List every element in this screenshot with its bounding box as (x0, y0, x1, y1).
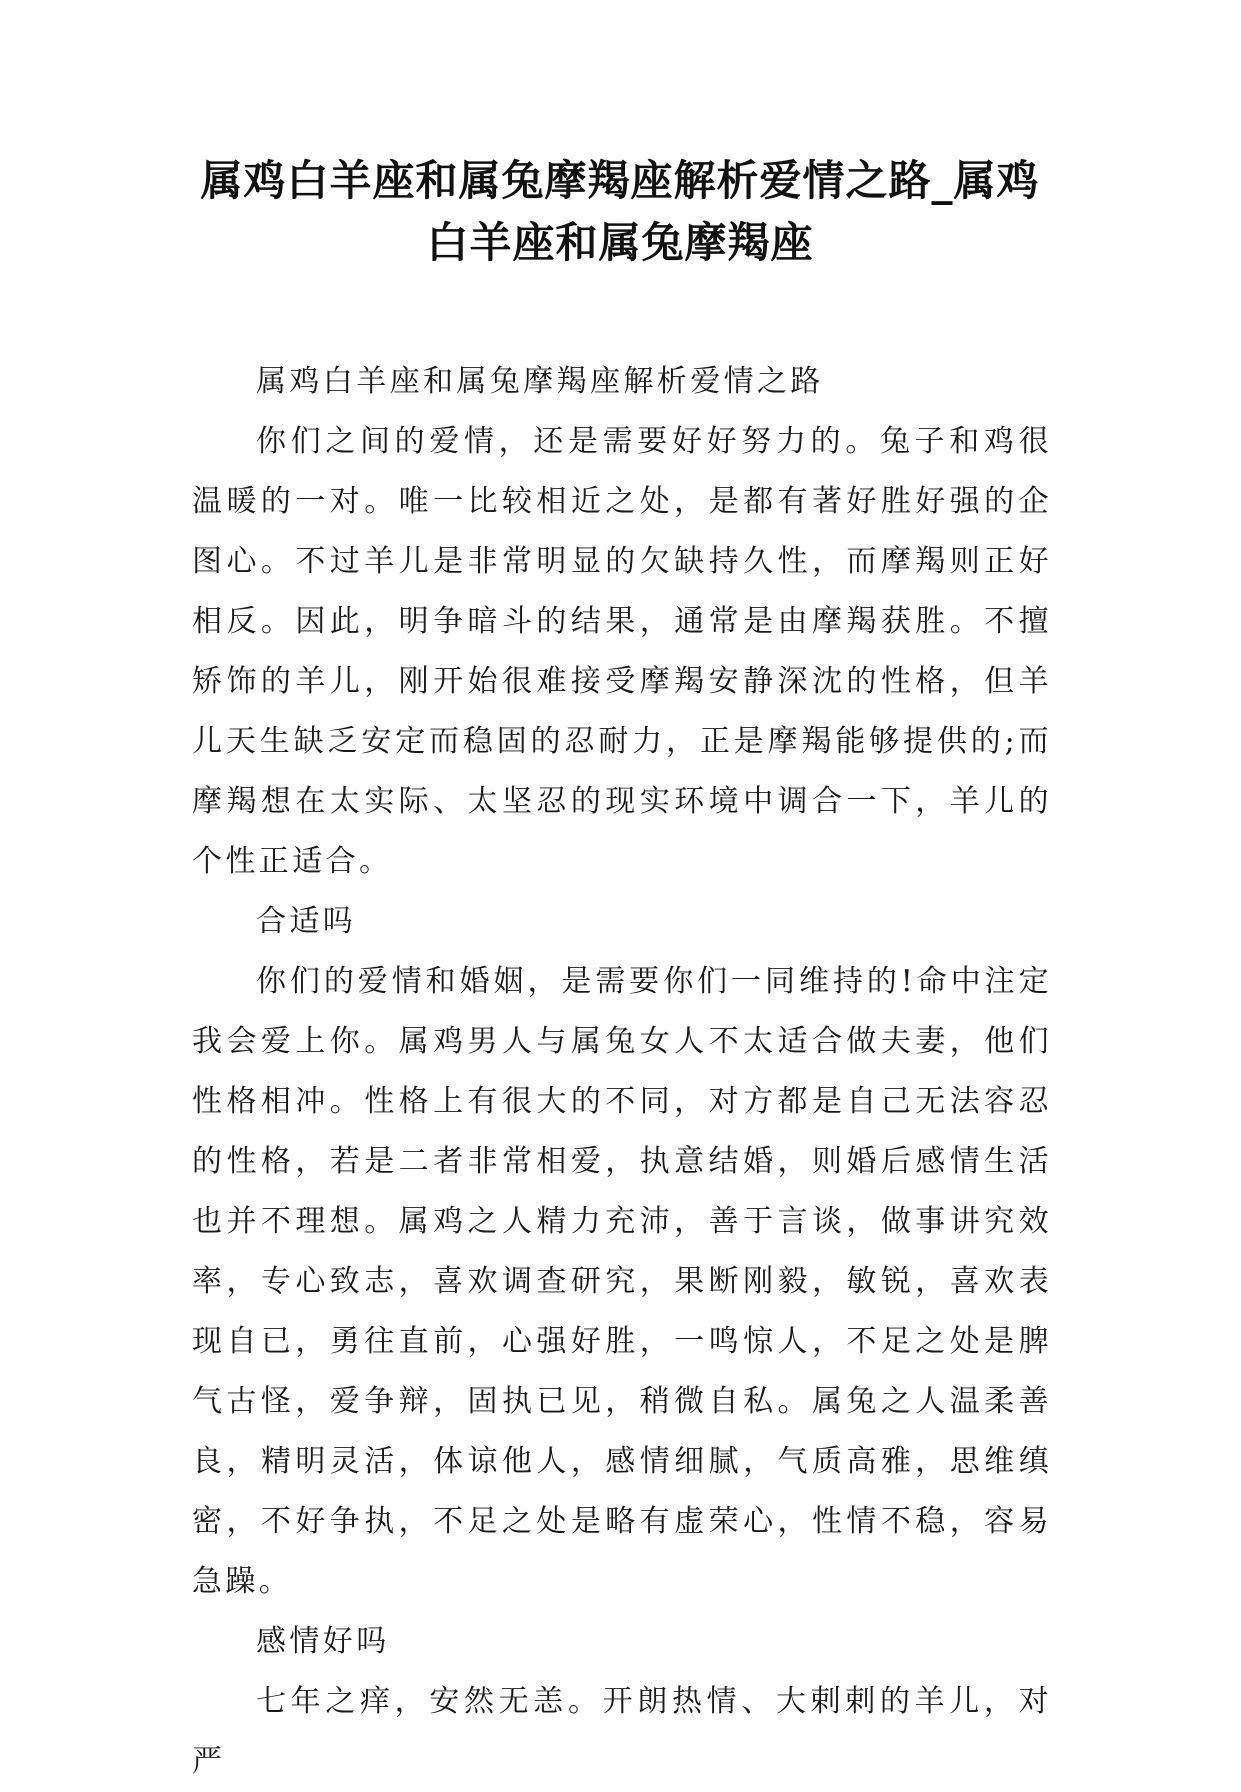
section-heading-relationship: 感情好吗 (256, 1624, 390, 1659)
document-title: 属鸡白羊座和属兔摩羯座解析爱情之路_属鸡白羊座和属兔摩羯座 (200, 156, 1040, 267)
document-body (192, 352, 1052, 1792)
paragraph-compatibility: 你们的爱情和婚姻，是需要你们一同维持的!命中注定我会爱上你。属鸡男人与属兔女人不太适合做夫妻，他们性格相冲。性格上有很大的不同，对方都是自己无法容忍的性格，若是二者非常相爱，执意结婚，则婚后感情生活也并不理想。属鸡之人精力充沛，善于言谈，做事讲究效率，专心致志，喜欢调查研究，果断刚毅，敏锐，喜欢表现自已，勇往直前，心强好胜，一鸣惊人，不足之处是脾气古怪，爱争辩，固执已见，稍微自私。属兔之人温柔善良，精明灵活，体谅他人，感情细腻，气质高雅，思维缜密，不好争执，不足之处是略有虚荣心，性情不稳，容易急躁。 (192, 964, 1052, 1599)
paragraph-relationship: 七年之痒，安然无恙。开朗热情、大剌剌的羊儿，对严 (192, 1684, 1052, 1779)
paragraph-intro: 你们之间的爱情，还是需要好好努力的。兔子和鸡很温暖的一对。唯一比较相近之处，是都有著好胜好强的企图心。不过羊儿是非常明显的欠缺持久性，而摩羯则正好相反。因此，明争暗斗的结果，通常是由摩羯获胜。不擅矫饰的羊儿，刚开始很难接受摩羯安静深沈的性格，但羊儿天生缺乏安定而稳固的忍耐力，正是摩羯能够提供的;而摩羯想在太实际、太坚忍的现实环境中调合一下，羊儿的个性正适合。 (192, 424, 1052, 879)
paragraph-subtitle: 属鸡白羊座和属兔摩羯座解析爱情之路 (256, 364, 824, 399)
section-heading-compatibility: 合适吗 (256, 904, 357, 939)
